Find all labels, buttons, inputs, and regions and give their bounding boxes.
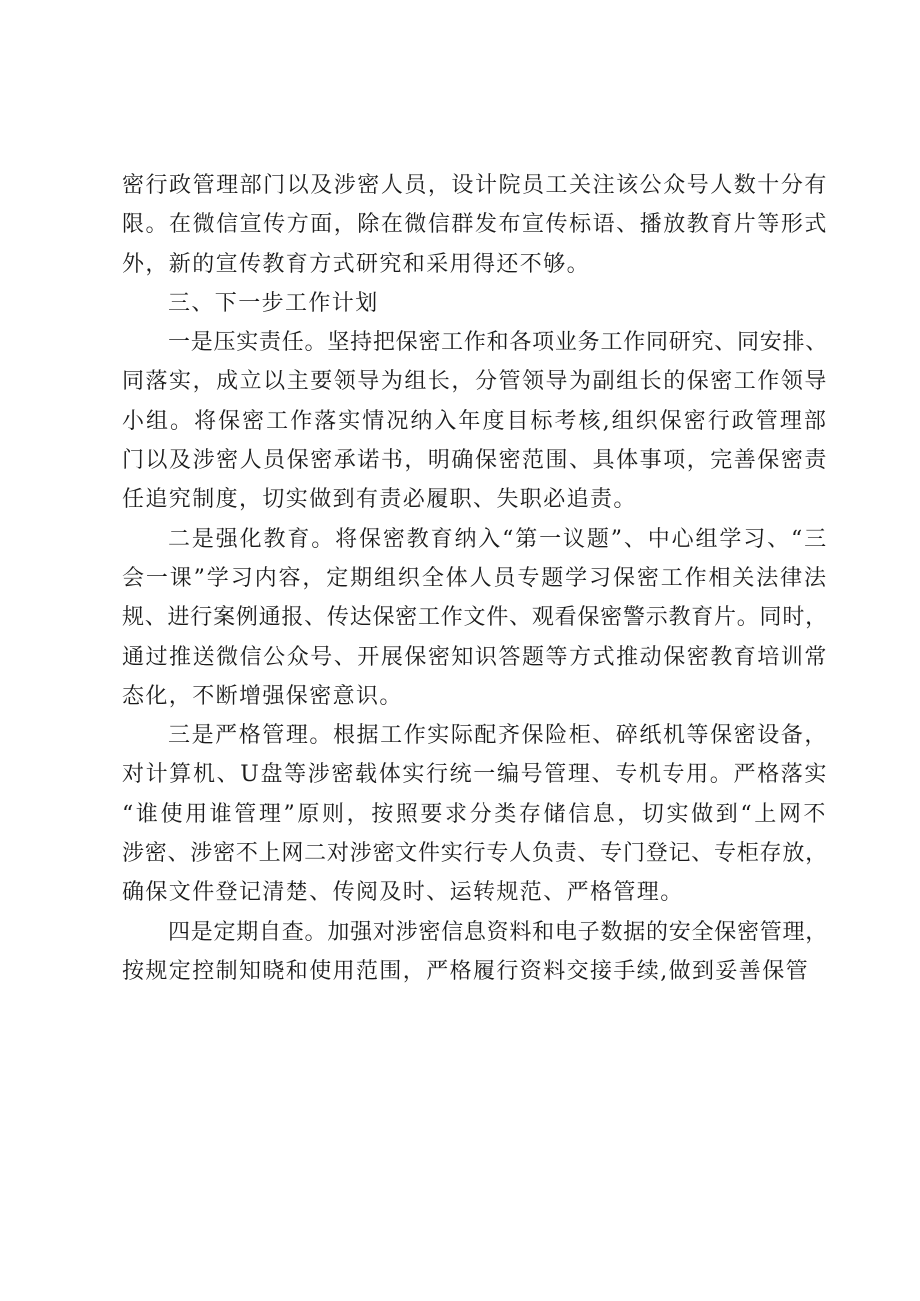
text-line: 一是压实责任。坚持把保密工作和各项业务工作同研究、同安排、 bbox=[168, 330, 828, 356]
text-line: 对计算机、U盘等涉密载体实行统一编号管理、专机专用。严格落实 bbox=[122, 762, 828, 788]
text-line: 密行政管理部门以及涉密人员，设计院员工关注该公众号人数十分有 bbox=[122, 173, 828, 198]
text-line: 按规定控制知晓和使用范围，严格履行资料交接手续,做到妥善保管 bbox=[122, 958, 809, 984]
text-line: 涉密、涉密不上网二对涉密文件实行专人负责、专门登记、专柜存放， bbox=[122, 841, 828, 867]
text-line: 限。在微信宣传方面，除在微信群发布宣传标语、播放教育片等形式 bbox=[122, 212, 828, 238]
text-line: 门以及涉密人员保密承诺书，明确保密范围、具体事项，完善保密责 bbox=[122, 448, 828, 474]
text-line: 任追究制度，切实做到有责必履职、失职必追责。 bbox=[122, 487, 637, 513]
text-line: 同落实，成立以主要领导为组长，分管领导为副组长的保密工作领导 bbox=[122, 369, 828, 395]
section-heading-text: 三、下一步工作计划 bbox=[168, 290, 379, 316]
text-line: 小组。将保密工作落实情况纳入年度目标考核,组织保密行政管理部 bbox=[122, 408, 828, 434]
text-line: 四是定期自查。加强对涉密信息资料和电子数据的安全保密管理， bbox=[168, 919, 828, 945]
text-line: 通过推送微信公众号、开展保密知识答题等方式推动保密教育培训常 bbox=[122, 644, 828, 670]
text-line: 外，新的宣传教育方式研究和采用得还不够。 bbox=[122, 251, 591, 277]
text-line: 会一课”学习内容，定期组织全体人员专题学习保密工作相关法律法 bbox=[122, 565, 828, 591]
section-heading-next-steps bbox=[122, 284, 828, 323]
text-line: 二是强化教育。将保密教育纳入“第一议题”、中心组学习、“三 bbox=[168, 526, 828, 552]
text-line: 确保文件登记清楚、传阅及时、运转规范、严格管理。 bbox=[122, 880, 684, 906]
text-line: “谁使用谁管理”原则，按照要求分类存储信息，切实做到“上网不 bbox=[122, 801, 828, 827]
document-body bbox=[122, 166, 828, 991]
paragraph-self-inspection bbox=[122, 913, 828, 992]
text-line: 态化，不断增强保密意识。 bbox=[122, 683, 403, 709]
paragraph-education bbox=[122, 520, 828, 716]
paragraph-responsibility bbox=[122, 323, 828, 519]
paragraph-continuation bbox=[122, 166, 828, 284]
text-line: 规、进行案例通报、传达保密工作文件、观看保密警示教育片。同时， bbox=[122, 605, 828, 631]
paragraph-management bbox=[122, 716, 828, 912]
text-line: 三是严格管理。根据工作实际配齐保险柜、碎纸机等保密设备， bbox=[168, 723, 828, 749]
